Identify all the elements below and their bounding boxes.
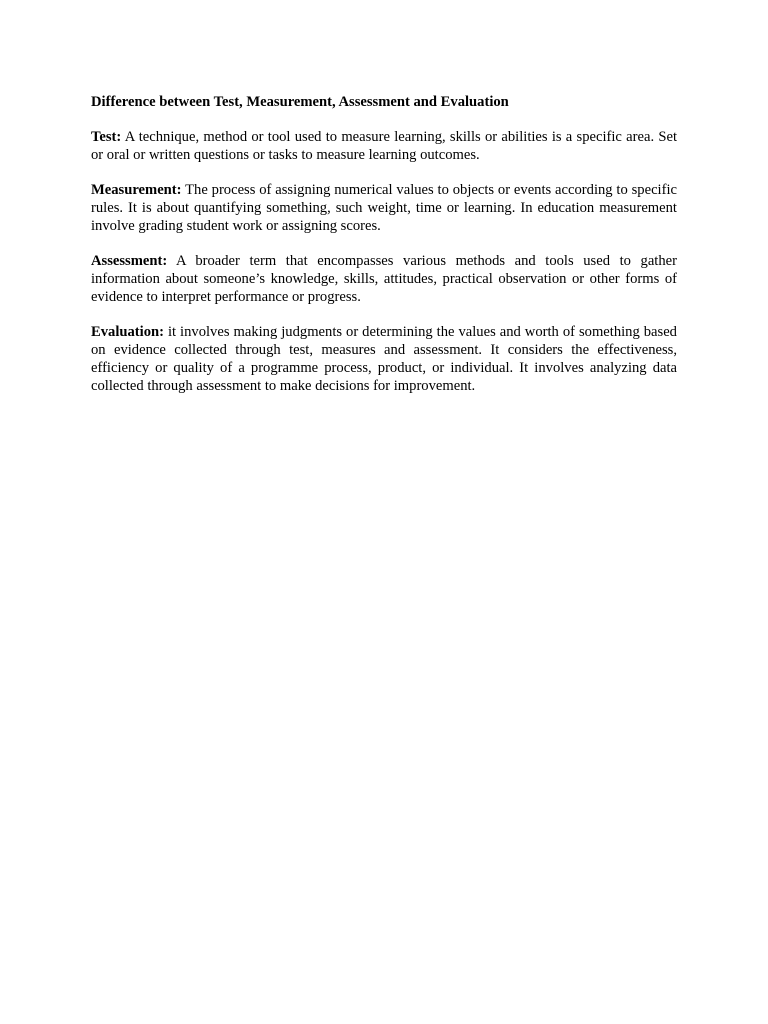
document-body xyxy=(91,93,677,412)
definition-measurement: The process of assigning numerical values to objects or events according to specific rules. It is about quantifying something, such weight, time or learning. In education measurement involve grading student work or assigning scores. xyxy=(91,182,678,234)
paragraph-test xyxy=(91,128,677,164)
term-test: Test: xyxy=(91,129,122,145)
paragraph-measurement xyxy=(91,181,677,235)
definition-test: A technique, method or tool used to measure learning, skills or abilities is a specific area. Set or oral or written questions or tasks to measure learning outcomes. xyxy=(91,129,677,163)
paragraph-assessment xyxy=(91,252,677,306)
definition-assessment: A broader term that encompasses various methods and tools used to gather information about someone’s knowledge, skills, attitudes, practical observation or other forms of evidence to interpret performance or progress. xyxy=(91,253,677,305)
term-assessment: Assessment: xyxy=(91,253,168,269)
term-evaluation: Evaluation: xyxy=(91,324,164,340)
document-title: Difference between Test, Measurement, Assessment and Evaluation xyxy=(91,94,509,110)
term-measurement: Measurement: xyxy=(91,182,182,198)
paragraph-evaluation xyxy=(91,323,677,395)
definition-evaluation: it involves making judgments or determining the values and worth of something based on evidence collected through test, measures and assessment. It considers the effectiveness, efficiency or quality of a programme process, product, or individual. It involves analyzing data collected through assessment to make decisions for improvement. xyxy=(91,324,677,394)
